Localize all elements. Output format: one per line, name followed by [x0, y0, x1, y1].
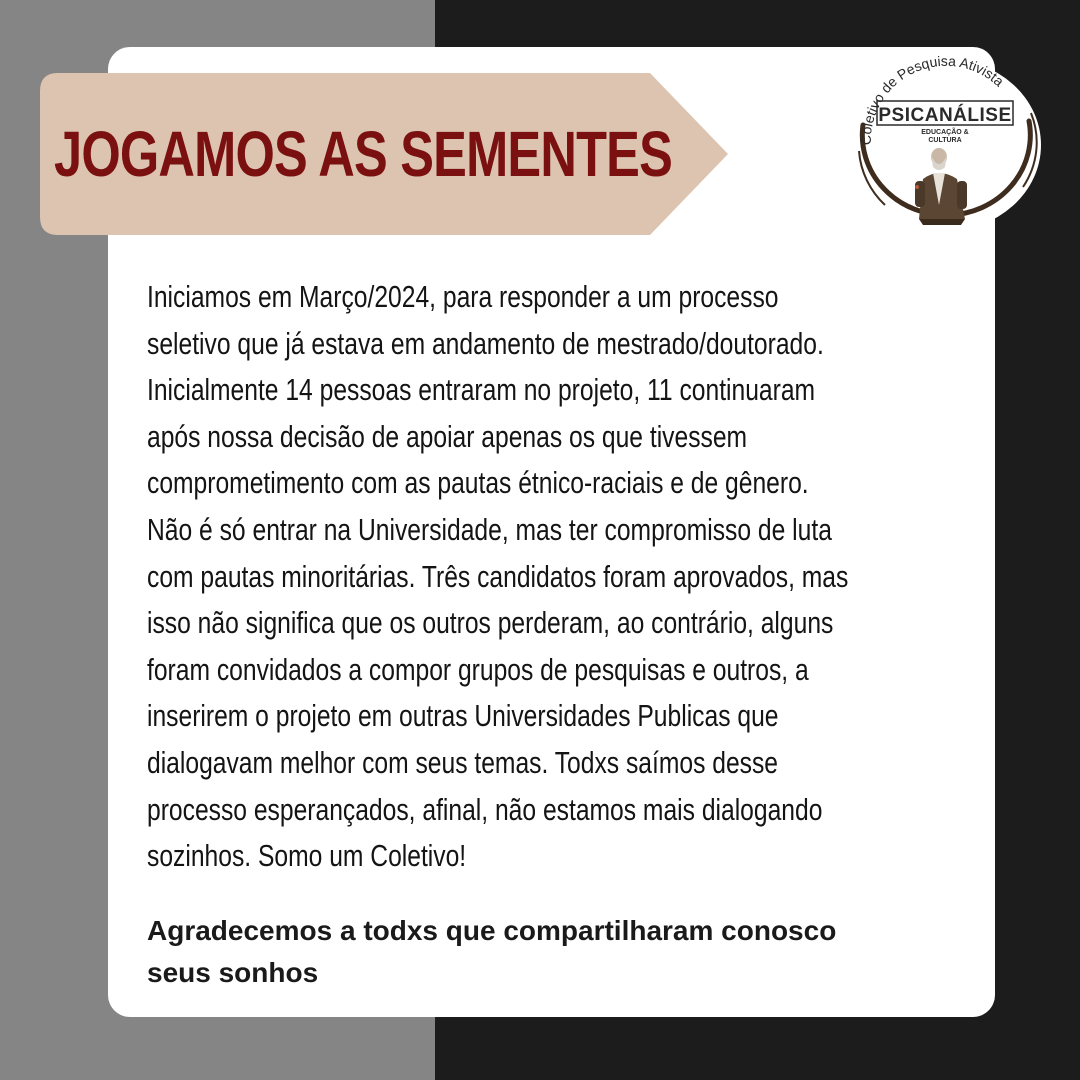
paragraph-line: processo esperançados, afinal, não estamos mais dialogando [147, 791, 823, 827]
paragraph-line: Iniciamos em Março/2024, para responder a um processo [147, 279, 779, 314]
thanks-line: Agradecemos a todxs que compartilharam conosco [147, 915, 837, 946]
paragraph-line: seletivo que já estava em andamento de mestrado/doutorado. [147, 325, 824, 361]
paragraph-line: Não é só entrar na Universidade, mas ter compromisso de luta [147, 511, 832, 547]
title-banner [40, 73, 730, 235]
body-paragraph [147, 274, 974, 880]
logo-subtitle-line: EDUCAÇÃO & [921, 129, 969, 136]
paragraph-line: isso não significa que os outros perderam, ao contrário, alguns [147, 605, 834, 641]
paragraph-line: Inicialmente 14 pessoas entraram no projeto, 11 continuaram [147, 372, 816, 408]
paragraph-line: após nossa decisão de apoiar apenas os que tivessem [147, 418, 748, 454]
paragraph-line: foram convidados a compor grupos de pesquisas e outros, a [147, 651, 809, 687]
paragraph-line: com pautas minoritárias. Três candidatos foram aprovados, mas [147, 558, 849, 594]
logo-ring-icon [845, 55, 1045, 235]
logo-subtitle [905, 129, 985, 145]
logo-arc-text: Coletivo de Pesquisa Ativista [857, 55, 1008, 146]
logo-name: PSICANÁLISE [878, 105, 1012, 126]
logo-subtitle-line: CULTURA [928, 137, 962, 144]
thanks-message [147, 910, 947, 994]
paragraph-line: inserirem o projeto em outras Universidades Publicas que [147, 698, 779, 734]
page-title: JOGAMOS AS SEMENTES [54, 118, 673, 190]
thanks-line: seus sonhos [147, 957, 319, 988]
paragraph-line: sozinhos. Somo um Coletivo! [147, 838, 467, 874]
paragraph-line: dialogavam melhor com seus temas. Todxs saímos desse [147, 744, 779, 780]
collective-logo [845, 55, 1045, 235]
paragraph-line: comprometimento com as pautas étnico-raciais e de gênero. [147, 465, 809, 501]
